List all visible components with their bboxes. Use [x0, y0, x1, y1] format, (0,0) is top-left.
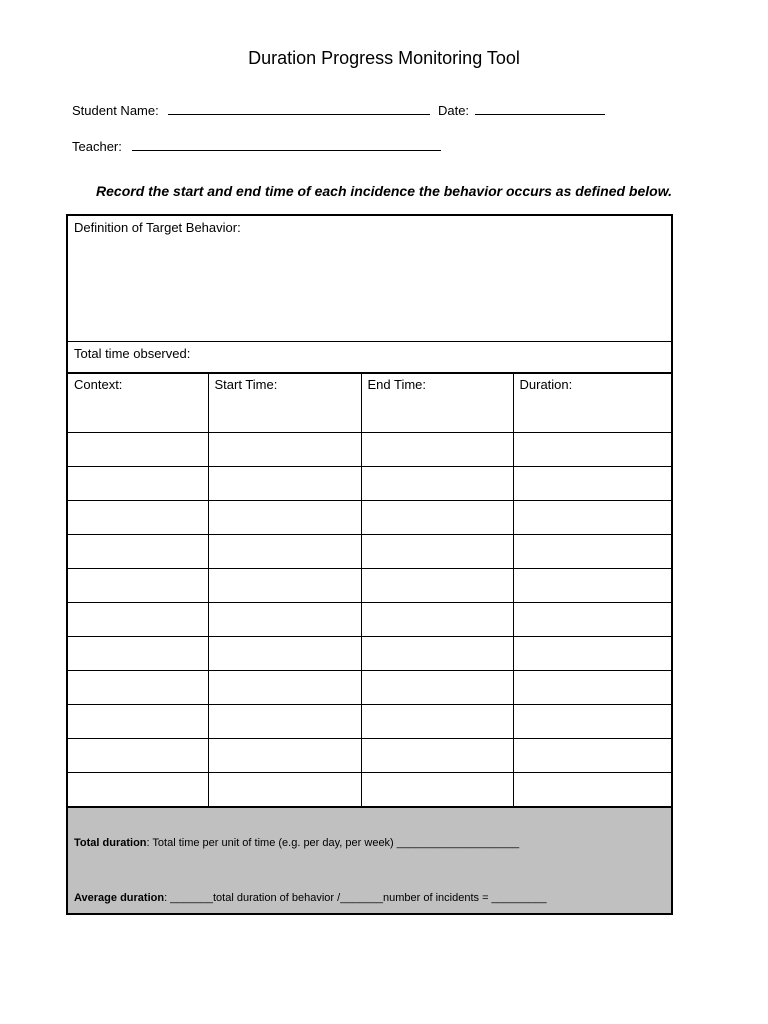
table-cell[interactable]	[513, 773, 671, 807]
table-cell[interactable]	[68, 637, 208, 671]
column-header: Start Time:	[208, 374, 361, 433]
student-name-row	[72, 103, 605, 118]
date-label: Date:	[437, 103, 470, 118]
student-name-field[interactable]	[168, 103, 430, 115]
total-time-box[interactable]	[68, 342, 671, 374]
table-cell[interactable]	[513, 467, 671, 501]
average-duration-text[interactable]: : _______total duration of behavior /_______number of incidents = _________	[164, 892, 547, 904]
table-cell[interactable]	[68, 671, 208, 705]
teacher-row	[72, 139, 441, 154]
table-cell[interactable]	[68, 569, 208, 603]
definition-label: Definition of Target Behavior:	[74, 220, 241, 235]
table-row	[68, 637, 671, 671]
table-cell[interactable]	[361, 433, 513, 467]
teacher-field[interactable]	[132, 139, 441, 151]
table-cell[interactable]	[361, 569, 513, 603]
table-cell[interactable]	[208, 637, 361, 671]
table-row	[68, 467, 671, 501]
table-cell[interactable]	[208, 671, 361, 705]
total-duration-label: Total duration	[74, 837, 147, 849]
table-cell[interactable]	[208, 433, 361, 467]
table-cell[interactable]	[513, 671, 671, 705]
student-name-label: Student Name:	[72, 103, 159, 118]
table-row	[68, 569, 671, 603]
table-cell[interactable]	[68, 433, 208, 467]
average-duration-label: Average duration	[74, 892, 165, 904]
table-cell[interactable]	[513, 433, 671, 467]
summary-section	[68, 807, 671, 913]
total-duration-line	[74, 837, 519, 849]
table-cell[interactable]	[208, 535, 361, 569]
column-header: End Time:	[361, 374, 513, 433]
table-cell[interactable]	[361, 637, 513, 671]
table-cell[interactable]	[513, 705, 671, 739]
table-cell[interactable]	[68, 773, 208, 807]
table-cell[interactable]	[208, 773, 361, 807]
table-row	[68, 739, 671, 773]
table-cell[interactable]	[513, 603, 671, 637]
table-cell[interactable]	[513, 569, 671, 603]
table-cell[interactable]	[361, 671, 513, 705]
table-row	[68, 501, 671, 535]
table-cell[interactable]	[361, 739, 513, 773]
incident-log-table	[68, 374, 671, 807]
table-cell[interactable]	[68, 739, 208, 773]
observation-form	[66, 214, 673, 915]
table-cell[interactable]	[361, 705, 513, 739]
table-row	[68, 671, 671, 705]
table-cell[interactable]	[361, 535, 513, 569]
column-header: Context:	[68, 374, 208, 433]
table-cell[interactable]	[513, 637, 671, 671]
table-row	[68, 603, 671, 637]
instruction-text: Record the start and end time of each incidence the behavior occurs as defined below.	[96, 183, 672, 199]
table-cell[interactable]	[513, 739, 671, 773]
table-cell[interactable]	[208, 467, 361, 501]
table-cell[interactable]	[513, 501, 671, 535]
table-cell[interactable]	[361, 501, 513, 535]
column-header: Duration:	[513, 374, 671, 433]
page-title: Duration Progress Monitoring Tool	[248, 48, 520, 68]
table-cell[interactable]	[361, 467, 513, 501]
total-time-label: Total time observed:	[74, 346, 191, 361]
table-row	[68, 535, 671, 569]
table-cell[interactable]	[68, 535, 208, 569]
definition-box[interactable]	[68, 216, 671, 342]
date-field[interactable]	[475, 103, 605, 115]
table-cell[interactable]	[68, 467, 208, 501]
table-cell[interactable]	[208, 569, 361, 603]
table-cell[interactable]	[68, 603, 208, 637]
table-row	[68, 433, 671, 467]
table-cell[interactable]	[361, 773, 513, 807]
table-row	[68, 773, 671, 807]
table-cell[interactable]	[208, 739, 361, 773]
table-cell[interactable]	[68, 501, 208, 535]
table-cell[interactable]	[513, 535, 671, 569]
table-cell[interactable]	[68, 705, 208, 739]
table-cell[interactable]	[208, 603, 361, 637]
teacher-label: Teacher:	[72, 139, 122, 154]
table-cell[interactable]	[208, 501, 361, 535]
average-duration-line	[74, 892, 547, 904]
table-header-row	[68, 374, 671, 433]
table-row	[68, 705, 671, 739]
table-cell[interactable]	[208, 705, 361, 739]
total-duration-text[interactable]: : Total time per unit of time (e.g. per day, per week) ____________________	[146, 837, 520, 849]
table-cell[interactable]	[361, 603, 513, 637]
